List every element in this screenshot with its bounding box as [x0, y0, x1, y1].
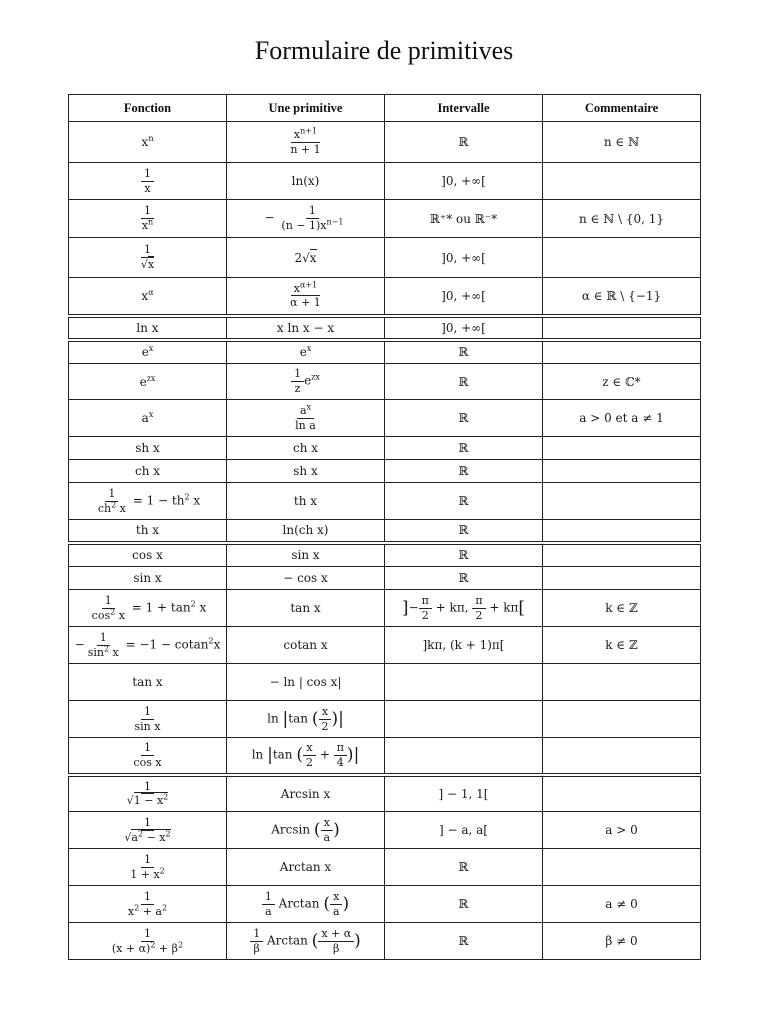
cell-primitive: ch x — [227, 437, 385, 460]
cell-primitive: th x — [227, 483, 385, 520]
table-row — [69, 590, 701, 627]
cell-fonction: $\frac{1}{\text{cos x}}$ — [69, 738, 227, 775]
header-row — [69, 95, 701, 122]
cell-commentaire — [543, 238, 701, 278]
cell-commentaire — [543, 567, 701, 590]
cell-fonction: $e^{zx}$ — [69, 364, 227, 400]
header-fonction: Fonction — [69, 95, 227, 122]
cell-intervalle: ℝ — [385, 567, 543, 590]
cell-commentaire — [543, 701, 701, 738]
cell-fonction: $x^\alpha$ — [69, 278, 227, 316]
table-row — [69, 400, 701, 437]
table-row — [69, 122, 701, 163]
cell-intervalle: ℝ — [385, 849, 543, 886]
cell-fonction: $\frac{1}{√x}$ — [69, 238, 227, 278]
cell-fonction: th x — [69, 520, 227, 543]
cell-commentaire — [543, 520, 701, 543]
cell-intervalle: ℝ — [385, 364, 543, 400]
cell-commentaire: a > 0 — [543, 812, 701, 849]
cell-commentaire — [543, 664, 701, 701]
cell-fonction: $\frac{1}{\text{sin x}}$ — [69, 701, 227, 738]
cell-fonction: $\frac{1}{√1 - x^2}$ — [69, 775, 227, 812]
cell-commentaire — [543, 849, 701, 886]
cell-primitive: Arcsin x — [227, 775, 385, 812]
cell-intervalle: ℝ — [385, 122, 543, 163]
cell-commentaire — [543, 316, 701, 340]
cell-commentaire — [543, 340, 701, 364]
cell-primitive: − $\frac{1}{(n - 1)x^{n-1}}$ — [227, 200, 385, 238]
cell-fonction: − $\frac{1}{\sin^2 x}$ = −1 − cotan$^2$x — [69, 627, 227, 664]
table-row — [69, 238, 701, 278]
cell-commentaire — [543, 460, 701, 483]
table-row — [69, 701, 701, 738]
header-primitive: Une primitive — [227, 95, 385, 122]
cell-intervalle: ]0, +∞[ — [385, 316, 543, 340]
cell-commentaire — [543, 543, 701, 567]
cell-commentaire — [543, 163, 701, 200]
cell-intervalle: ℝ⁺* ou ℝ⁻* — [385, 200, 543, 238]
cell-intervalle — [385, 664, 543, 701]
cell-intervalle: ]kπ, (k + 1)π[ — [385, 627, 543, 664]
cell-commentaire: k ∈ ℤ — [543, 590, 701, 627]
cell-fonction: $e^x$ — [69, 340, 227, 364]
cell-fonction: $\frac{1}{(x + \alpha)^2 + \beta^2}$ — [69, 923, 227, 960]
table-row — [69, 163, 701, 200]
cell-fonction: $\frac{1}{x}$ — [69, 163, 227, 200]
table-row — [69, 738, 701, 775]
cell-fonction: $\frac{1}{√a^2 - x^2}$ — [69, 812, 227, 849]
cell-intervalle: ℝ — [385, 437, 543, 460]
page-title: Formulaire de primitives — [254, 36, 514, 65]
cell-intervalle: ]− $\frac{\pi}{2}$ + kπ, $\frac{\pi}{2}$ + kπ[ — [385, 590, 543, 627]
cell-intervalle: ] − a, a[ — [385, 812, 543, 849]
cell-intervalle: ] − 1, 1[ — [385, 775, 543, 812]
cell-intervalle: ℝ — [385, 886, 543, 923]
cell-commentaire: z ∈ ℂ* — [543, 364, 701, 400]
cell-primitive: ln(x) — [227, 163, 385, 200]
header-commentaire: Commentaire — [543, 95, 701, 122]
cell-fonction: $\frac{1}{1 + x^2}$ — [69, 849, 227, 886]
cell-fonction: $\frac{1}{x^2 + a^2}$ — [69, 886, 227, 923]
cell-commentaire: n ∈ ℕ — [543, 122, 701, 163]
cell-intervalle — [385, 738, 543, 775]
cell-intervalle: ℝ — [385, 460, 543, 483]
cell-primitive: 2√x — [227, 238, 385, 278]
cell-primitive: $\frac{1}{\beta}$ Arctan ( $\frac{x + \alpha}{\beta}$ ) — [227, 923, 385, 960]
table-row — [69, 812, 701, 849]
cell-commentaire: k ∈ ℤ — [543, 627, 701, 664]
table-row — [69, 543, 701, 567]
table-row — [69, 316, 701, 340]
cell-primitive: $e^x$ — [227, 340, 385, 364]
cell-fonction: tan x — [69, 664, 227, 701]
primitives-table — [68, 94, 701, 960]
cell-fonction: sin x — [69, 567, 227, 590]
cell-primitive: $\frac{x^{n+1}}{n + 1}$ — [227, 122, 385, 163]
cell-intervalle: ℝ — [385, 340, 543, 364]
cell-primitive: sin x — [227, 543, 385, 567]
cell-intervalle: ℝ — [385, 520, 543, 543]
cell-primitive: − ln | cos x| — [227, 664, 385, 701]
table-row — [69, 775, 701, 812]
cell-intervalle: ℝ — [385, 483, 543, 520]
cell-intervalle: ]0, +∞[ — [385, 278, 543, 316]
cell-primitive: cotan x — [227, 627, 385, 664]
cell-intervalle — [385, 701, 543, 738]
cell-commentaire — [543, 775, 701, 812]
cell-fonction: $\frac{1}{\cos^2 x}$ = $1 + \tan^2 x$ — [69, 590, 227, 627]
cell-primitive: ln(ch x) — [227, 520, 385, 543]
cell-intervalle: ℝ — [385, 543, 543, 567]
table-row — [69, 483, 701, 520]
cell-intervalle: ℝ — [385, 923, 543, 960]
cell-primitive: ln |tan ( $\frac{x}{2}$ )| — [227, 701, 385, 738]
cell-primitive: x ln x − x — [227, 316, 385, 340]
cell-primitive: $\frac{a^x}{\text{ln a}}$ — [227, 400, 385, 437]
cell-intervalle: ]0, +∞[ — [385, 238, 543, 278]
cell-fonction: sh x — [69, 437, 227, 460]
cell-primitive: ln |tan ( $\frac{x}{2}$ + $\frac{\pi}{4}$ )| — [227, 738, 385, 775]
cell-commentaire: α ∈ ℝ \ {−1} — [543, 278, 701, 316]
cell-commentaire — [543, 738, 701, 775]
table-row — [69, 200, 701, 238]
cell-commentaire: a ≠ 0 — [543, 886, 701, 923]
header-intervalle: Intervalle — [385, 95, 543, 122]
table-row — [69, 567, 701, 590]
cell-primitive: $\frac{1}{a}$ Arctan ( $\frac{x}{a}$ ) — [227, 886, 385, 923]
cell-primitive: Arctan x — [227, 849, 385, 886]
cell-primitive: − cos x — [227, 567, 385, 590]
cell-primitive: tan x — [227, 590, 385, 627]
table-row — [69, 340, 701, 364]
cell-intervalle: ℝ — [385, 400, 543, 437]
cell-primitive: sh x — [227, 460, 385, 483]
cell-commentaire — [543, 483, 701, 520]
cell-primitive: Arcsin ( $\frac{x}{a}$ ) — [227, 812, 385, 849]
table-row — [69, 520, 701, 543]
table-row — [69, 437, 701, 460]
table-row — [69, 664, 701, 701]
table-row — [69, 278, 701, 316]
cell-commentaire: β ≠ 0 — [543, 923, 701, 960]
cell-fonction: $x^n$ — [69, 122, 227, 163]
cell-commentaire: a > 0 et a ≠ 1 — [543, 400, 701, 437]
cell-primitive: $\frac{1}{z}$ $e^{zx}$ — [227, 364, 385, 400]
table-row — [69, 886, 701, 923]
cell-fonction: $\frac{1}{ch^2 x}$ = $1 - th^2$ x — [69, 483, 227, 520]
cell-fonction: $a^x$ — [69, 400, 227, 437]
cell-intervalle: ]0, +∞[ — [385, 163, 543, 200]
table-row — [69, 627, 701, 664]
cell-primitive: $\frac{x^{\alpha+1}}{\alpha + 1}$ — [227, 278, 385, 316]
cell-commentaire: n ∈ ℕ \ {0, 1} — [543, 200, 701, 238]
cell-fonction: $\frac{1}{x^n}$ — [69, 200, 227, 238]
cell-fonction: cos x — [69, 543, 227, 567]
table-row — [69, 849, 701, 886]
cell-commentaire — [543, 437, 701, 460]
cell-fonction: ch x — [69, 460, 227, 483]
table-row — [69, 460, 701, 483]
table-row — [69, 923, 701, 960]
table-row — [69, 364, 701, 400]
cell-fonction: ln x — [69, 316, 227, 340]
